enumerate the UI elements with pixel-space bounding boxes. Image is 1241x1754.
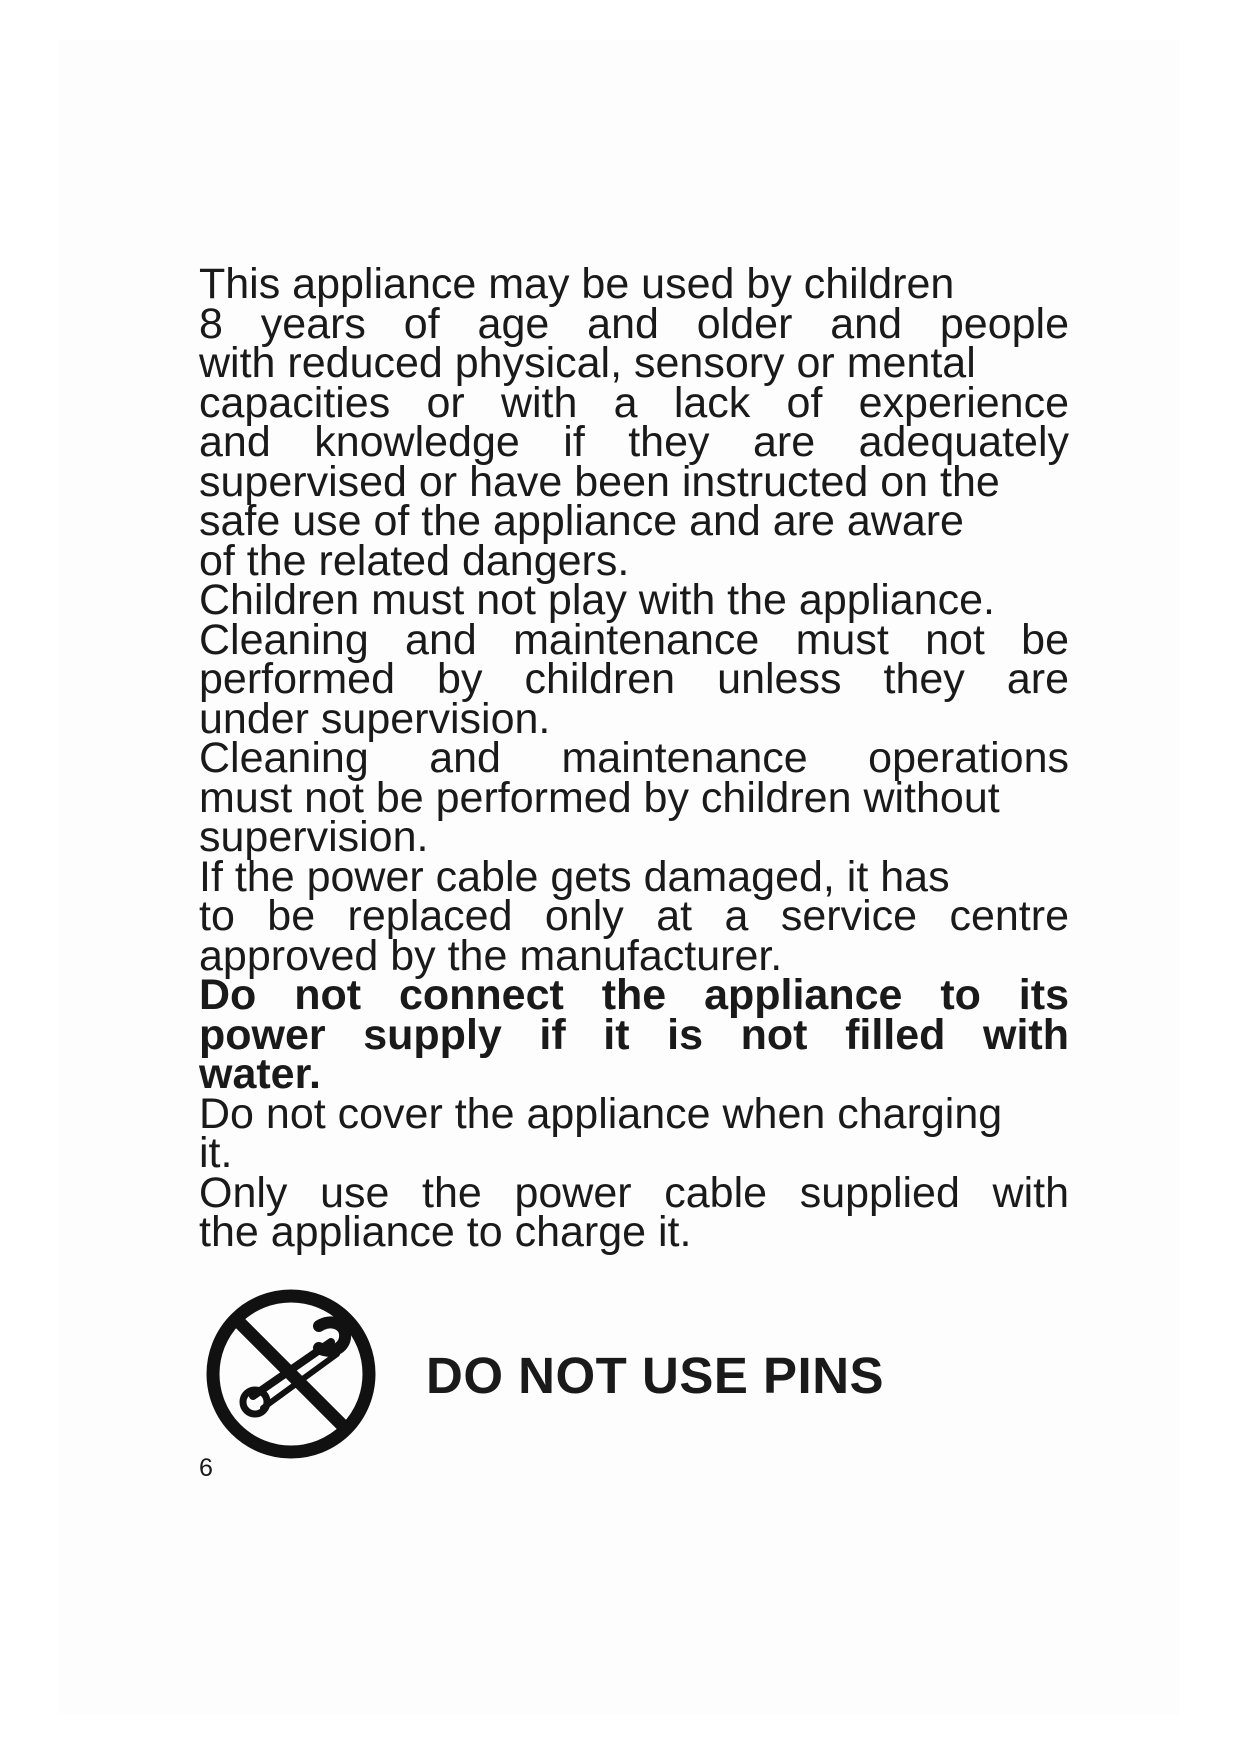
- text-line: Children must not play with the appliance.: [199, 576, 995, 624]
- text-line: 8 years of age and older and people: [199, 299, 1069, 348]
- text-line: If the power cable gets damaged, it has: [199, 852, 950, 901]
- text-line: the appliance to charge it.: [199, 1208, 692, 1256]
- text-line: supervision.: [199, 813, 429, 861]
- text-line: and knowledge if they are adequately: [199, 418, 1069, 466]
- text-line: Only use the power cable supplied with: [199, 1168, 1069, 1217]
- text-line: Cleaning and maintenance must not be: [199, 615, 1069, 664]
- no-pins-icon: [201, 1284, 381, 1464]
- text-line: of the related dangers.: [199, 536, 630, 585]
- text-line: under supervision.: [199, 694, 551, 743]
- text-line: to be replaced only at a service centre: [199, 892, 1069, 940]
- text-line: approved by the manufacturer.: [199, 931, 783, 980]
- text-line: capacities or with a lack of experience: [199, 378, 1069, 427]
- text-line: Cleaning and maintenance operations: [199, 734, 1069, 782]
- text-line: must not be performed by children without: [199, 773, 1000, 822]
- text-line: water.: [199, 1050, 321, 1098]
- text-line: with reduced physical, sensory or mental: [199, 339, 976, 387]
- text-line: supervised or have been instructed on the: [199, 457, 1000, 506]
- text-line: This appliance may be used by children: [199, 260, 955, 308]
- text-line: power supply if it is not filled with: [199, 1010, 1069, 1059]
- text-line: Do not connect the appliance to its: [199, 971, 1069, 1019]
- page-number: 6: [199, 1454, 213, 1482]
- do-not-use-pins-label: DO NOT USE PINS: [426, 1347, 885, 1404]
- text-line: Do not cover the appliance when charging: [199, 1089, 1003, 1138]
- text-line: it.: [199, 1129, 233, 1177]
- text-line: performed by children unless they are: [199, 655, 1069, 703]
- text-line: safe use of the appliance and are aware: [199, 497, 964, 545]
- safety-instructions: [199, 260, 1069, 1256]
